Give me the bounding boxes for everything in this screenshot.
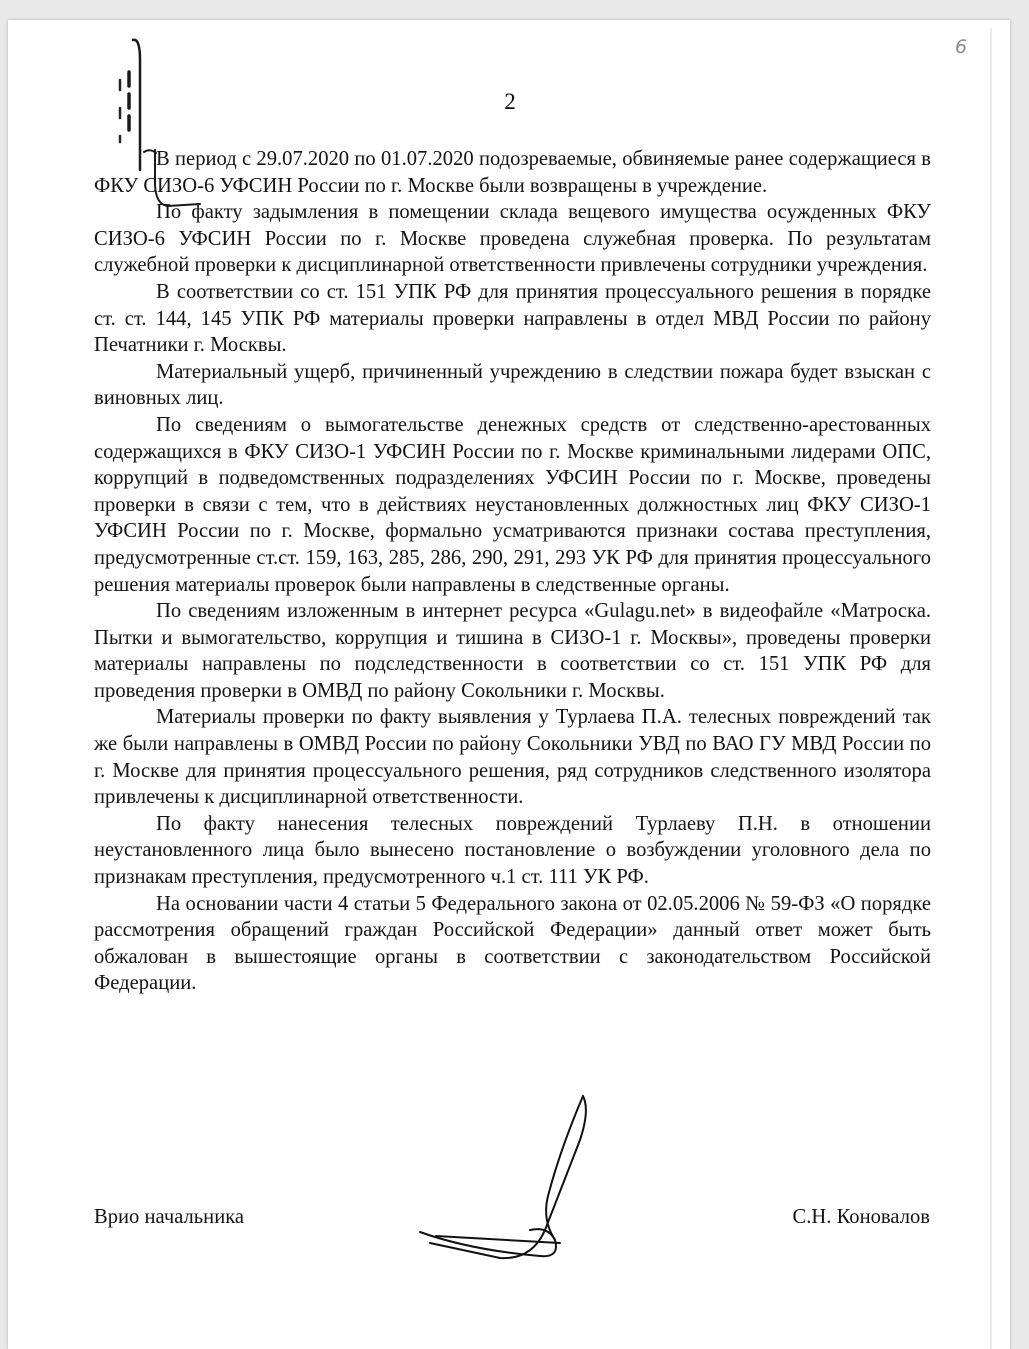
handwritten-page-mark: 6 bbox=[955, 36, 968, 58]
paragraph: Материальный ущерб, причиненный учреждению в следствии пожара будет взыскан с виновных лиц. bbox=[94, 360, 931, 410]
page-number: 2 bbox=[504, 89, 516, 114]
paragraph: По факту нанесения телесных повреждений Турлаеву П.Н. в отношении неустановленного лица было вынесено постановление о возбуждении уголовного дела по признакам преступления, предусмотренного ч.1 ст. 111 УК РФ. bbox=[94, 812, 931, 889]
signer-role: Врио начальника bbox=[94, 1206, 245, 1228]
paragraph: В период с 29.07.2020 по 01.07.2020 подозреваемые, обвиняемые ранее содержащиеся в ФКУ СИЗО-6 УФСИН России по г. Москве были возвращены в учреждение. bbox=[94, 148, 931, 197]
paragraph: По сведениям о вымогательстве денежных средств от следственно-арестованных содержащихся в ФКУ СИЗО-1 УФСИН России по г. Москве криминальными лидерами ОПС, коррупций в подведомственных подразделениях УФСИН России по г. Москве, проведены проверки в связи с тем, что в действиях неустановленных должностных лиц ФКУ СИЗО-1 УФСИН России по г. Москве, формально усматриваются признаки состава преступления, предусмотренные ст.ст. 159, 163, 285, 286, 290, 291, 293 УК РФ для принятия процессуального решения материалы проверок были направлены в следственные органы. bbox=[94, 413, 931, 596]
letter-body bbox=[94, 146, 931, 997]
paragraph: По факту задымления в помещении склада вещевого имущества осужденных ФКУ СИЗО-6 УФСИН России по г. Москве проведена служебная проверка. По результатам служебной проверки к дисциплинарной ответственности привлечены сотрудники учреждения. bbox=[94, 201, 931, 277]
paragraph: По сведениям изложенным в интернет ресурса «Gulagu.net» в видеофайле «Матроска. Пытки и вымогательство, коррупция и тишина в СИЗО-1 г. Москвы», проведены проверки материалы направлены по подследственности в соответствии со ст. 151 УПК РФ для проведения проверки в ОМВД по району Сокольники г. Москвы. bbox=[94, 600, 931, 702]
signer-name: С.Н. Коновалов bbox=[792, 1206, 930, 1228]
paragraph: На основании части 4 статьи 5 Федерального закона от 02.05.2006 № 59-ФЗ «О порядке рассмотрения обращений граждан Российской Федерации» данный ответ может быть обжалован в вышестоящие органы в соответствии с законодательством Российской Федерации. bbox=[94, 892, 931, 995]
paragraph: В соответствии со ст. 151 УПК РФ для принятия процессуального решения в порядке ст. ст. 144, 145 УПК РФ материалы проверки направлены в отдел МВД России по району Печатники г. Москвы. bbox=[94, 280, 931, 357]
paragraph: Материалы проверки по факту выявления у Турлаева П.А. телесных повреждений так же были направлены в ОМВД России по району Сокольники УВД по ВАО ГУ МВД России по г. Москве для принятия процессуального решения, ряд сотрудников следственного изолятора привлечены к дисциплинарной ответственности. bbox=[94, 706, 931, 809]
